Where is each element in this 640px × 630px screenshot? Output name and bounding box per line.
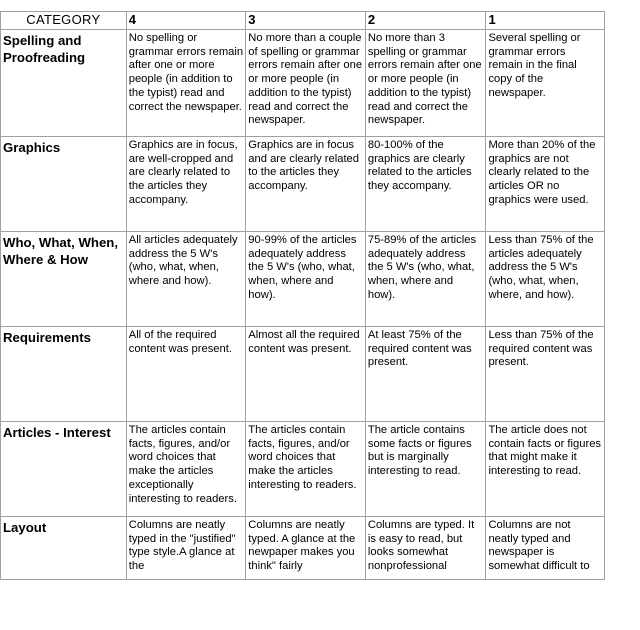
- table-row: [1, 137, 605, 232]
- category-cell: Who, What, When, Where & How: [1, 232, 127, 327]
- criteria-cell: Columns are not neatly typed and newspaper is somewhat difficult to: [486, 517, 605, 580]
- category-header: CATEGORY: [1, 12, 127, 30]
- criteria-cell: Less than 75% of the articles adequately address the 5 W's (who, what, when, where, and how).: [486, 232, 605, 327]
- score-header-1: 1: [486, 12, 605, 30]
- criteria-cell: Graphics are in focus, are well-cropped and are clearly related to the articles they accompany.: [126, 137, 246, 232]
- header-row: [1, 12, 605, 30]
- criteria-cell: Several spelling or grammar errors remain in the final copy of the newspaper.: [486, 30, 605, 137]
- criteria-cell: Graphics are in focus and are clearly related to the articles they accompany.: [246, 137, 366, 232]
- criteria-cell: No spelling or grammar errors remain after one or more people (in addition to the typist) read and correct the newspaper.: [126, 30, 246, 137]
- category-cell: Graphics: [1, 137, 127, 232]
- category-cell: Spelling and Proofreading: [1, 30, 127, 137]
- rubric-table: [0, 11, 605, 580]
- score-header-3: 3: [246, 12, 366, 30]
- score-header-2: 2: [365, 12, 486, 30]
- criteria-cell: Columns are typed. It is easy to read, but looks somewhat nonprofessional: [365, 517, 486, 580]
- criteria-cell: More than 20% of the graphics are not clearly related to the articles OR no graphics were used.: [486, 137, 605, 232]
- category-cell: Articles - Interest: [1, 422, 127, 517]
- criteria-cell: Less than 75% of the required content was present.: [486, 327, 605, 422]
- criteria-cell: All of the required content was present.: [126, 327, 246, 422]
- criteria-cell: No more than a couple of spelling or grammar errors remain after one or more people (in addition to the typist) read and correct the newspaper.: [246, 30, 366, 137]
- category-cell: Requirements: [1, 327, 127, 422]
- criteria-cell: Almost all the required content was present.: [246, 327, 366, 422]
- score-header-4: 4: [126, 12, 246, 30]
- criteria-cell: 80-100% of the graphics are clearly related to the articles they accompany.: [365, 137, 486, 232]
- criteria-cell: The article contains some facts or figures but is marginally interesting to read.: [365, 422, 486, 517]
- criteria-cell: At least 75% of the required content was present.: [365, 327, 486, 422]
- table-row: [1, 422, 605, 517]
- criteria-cell: All articles adequately address the 5 W's (who, what, when, where and how).: [126, 232, 246, 327]
- criteria-cell: The article does not contain facts or figures that might make it interesting to read.: [486, 422, 605, 517]
- table-row: [1, 232, 605, 327]
- category-cell: Layout: [1, 517, 127, 580]
- criteria-cell: 75-89% of the articles adequately address the 5 W's (who, what, when, where and how).: [365, 232, 486, 327]
- criteria-cell: No more than 3 spelling or grammar errors remain after one or more people (in addition to the typist) read and correct the newspaper.: [365, 30, 486, 137]
- criteria-cell: Columns are neatly typed. A glance at the newpaper makes you think" fairly: [246, 517, 366, 580]
- criteria-cell: Columns are neatly typed in the "justified" type style.A glance at the: [126, 517, 246, 580]
- table-row: [1, 30, 605, 137]
- table-row: [1, 327, 605, 422]
- criteria-cell: The articles contain facts, figures, and/or word choices that make the articles interesting to readers.: [246, 422, 366, 517]
- criteria-cell: The articles contain facts, figures, and/or word choices that make the articles exceptionally interesting to readers.: [126, 422, 246, 517]
- criteria-cell: 90-99% of the articles adequately address the 5 W's (who, what, when, where and how).: [246, 232, 366, 327]
- table-row: [1, 517, 605, 580]
